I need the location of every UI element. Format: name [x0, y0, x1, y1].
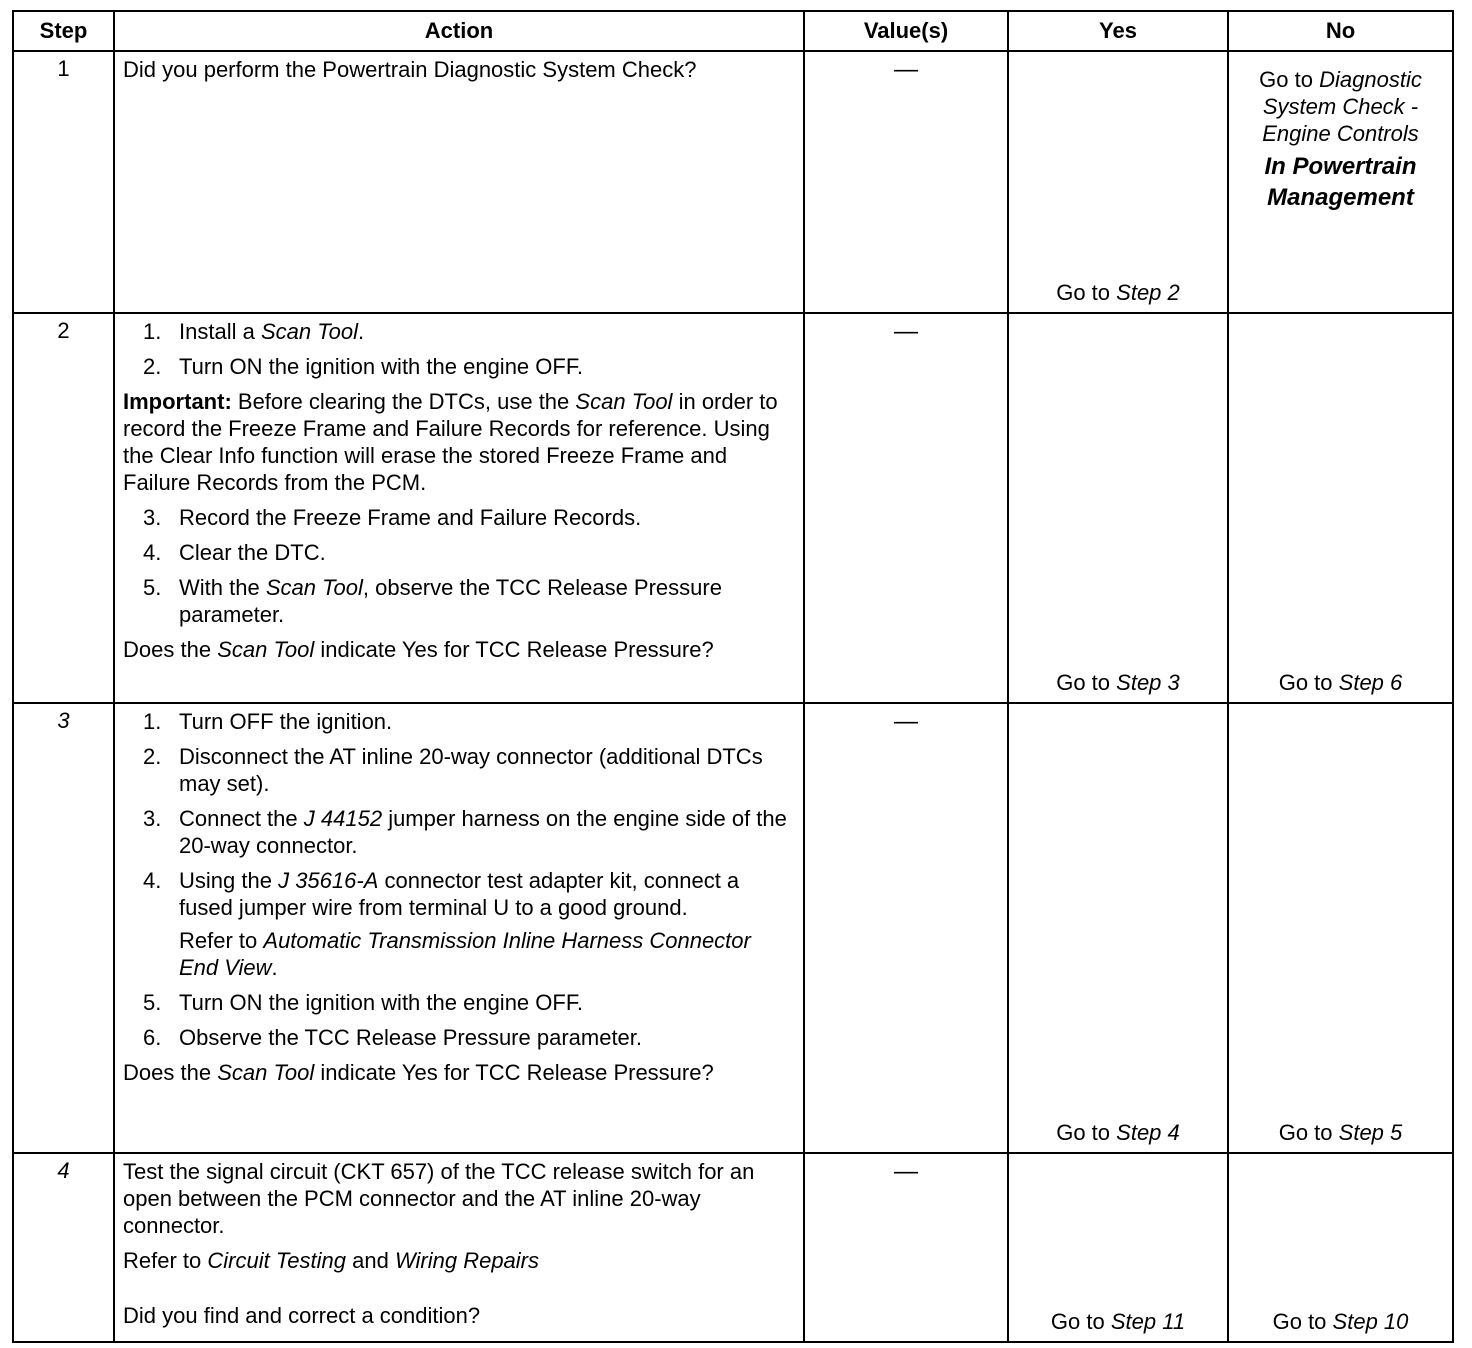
list-item: 1. Install a Scan Tool. — [143, 319, 365, 344]
yes-goto: Go to Step 3 — [1056, 670, 1180, 695]
no-goto: Go to Step 5 — [1278, 1120, 1403, 1145]
yes-cell — [1008, 313, 1228, 703]
action-cell — [114, 1153, 804, 1342]
no-goto: Go to Diagnostic System Check - Engine Controls In Powertrain Management — [1237, 56, 1444, 213]
list-item: 4. Clear the DTC. — [143, 540, 326, 565]
step-number: 4 — [13, 1153, 114, 1342]
step-link[interactable]: Step 3 — [1116, 670, 1180, 695]
diagnostic-check-link[interactable]: Diagnostic System Check - Engine Controls — [1262, 67, 1422, 146]
refer-link[interactable]: Circuit Testing — [207, 1248, 346, 1273]
list-item: 3. Connect the J 44152 jumper harness on the engine side of the 20-way connector. — [143, 806, 787, 858]
yes-goto: Go to Step 4 — [1056, 1120, 1180, 1145]
header-action: Action — [114, 11, 804, 51]
action-cell — [114, 313, 804, 703]
no-cell — [1228, 703, 1453, 1153]
step-link[interactable]: Step 4 — [1116, 1120, 1180, 1145]
list-item: 5. With the Scan Tool, observe the TCC Release Pressure parameter. — [143, 575, 722, 627]
list-item: 5. Turn ON the ignition with the engine OFF. — [143, 990, 583, 1015]
no-goto: Go to Step 10 — [1272, 1309, 1409, 1334]
list-item: 3. Record the Freeze Frame and Failure Records. — [143, 505, 642, 530]
yes-goto: Go to Step 11 — [1050, 1309, 1186, 1334]
no-cell — [1228, 313, 1453, 703]
yes-cell — [1008, 703, 1228, 1153]
step-number: 3 — [13, 703, 114, 1153]
no-cell — [1228, 51, 1453, 313]
step-number: 2 — [13, 313, 114, 703]
action-cell — [114, 703, 804, 1153]
refer-link[interactable]: Automatic Transmission Inline Harness Connector End View — [179, 928, 751, 980]
step-link[interactable]: Step 11 — [1110, 1309, 1186, 1334]
yes-cell — [1008, 1153, 1228, 1342]
value-cell: — — [804, 703, 1008, 1153]
table-row — [13, 1153, 1453, 1342]
value-cell: — — [804, 1153, 1008, 1342]
important-note: Important: Before clearing the DTCs, use the Scan Tool in order to record the Freeze Frame and Failure Records for reference. Using the Clear Info function will erase the stored Freeze Frame and Failure Records from the PCM. — [123, 389, 778, 495]
step-link[interactable]: Step 6 — [1338, 670, 1403, 695]
powertrain-management-note: In Powertrain Management — [1264, 153, 1417, 211]
list-item: 2. Turn ON the ignition with the engine OFF. — [143, 354, 583, 379]
action-question: Does the Scan Tool indicate Yes for TCC Release Pressure? — [123, 637, 714, 662]
step-link[interactable]: Step 5 — [1338, 1120, 1403, 1145]
table-row — [13, 51, 1453, 313]
table-row — [13, 313, 1453, 703]
yes-goto: Go to Step 2 — [1056, 280, 1180, 305]
step-number: 1 — [13, 51, 114, 313]
no-cell — [1228, 1153, 1453, 1342]
diagnostic-table — [12, 10, 1454, 1343]
table-row — [13, 703, 1453, 1153]
refer-note: Refer to Circuit Testing and Wiring Repairs — [123, 1248, 540, 1273]
step-link[interactable]: Step 10 — [1332, 1309, 1409, 1334]
action-question: Did you perform the Powertrain Diagnostic System Check? — [123, 57, 697, 82]
list-item: 1. Turn OFF the ignition. — [143, 709, 393, 734]
no-goto: Go to Step 6 — [1278, 670, 1403, 695]
header-yes: Yes — [1008, 11, 1228, 51]
list-item: 4. Using the J 35616-A connector test adapter kit, connect a fused jumper wire from terminal U to a good ground. — [143, 868, 740, 920]
header-step: Step — [13, 11, 114, 51]
value-cell: — — [804, 51, 1008, 313]
yes-cell — [1008, 51, 1228, 313]
header-no: No — [1228, 11, 1453, 51]
refer-link[interactable]: Wiring Repairs — [394, 1248, 540, 1273]
header-values: Value(s) — [804, 11, 1008, 51]
action-question: Does the Scan Tool indicate Yes for TCC Release Pressure? — [123, 1060, 714, 1085]
header-row — [13, 11, 1453, 51]
list-item: 2. Disconnect the AT inline 20-way connector (additional DTCs may set). — [143, 744, 763, 796]
step-link[interactable]: Step 2 — [1116, 280, 1180, 305]
list-item: 6. Observe the TCC Release Pressure parameter. — [143, 1025, 643, 1050]
action-question: Did you find and correct a condition? — [123, 1303, 481, 1328]
action-text: Test the signal circuit (CKT 657) of the TCC release switch for an open between the PCM connector and the AT inline 20-way connector. — [123, 1159, 755, 1238]
action-cell — [114, 51, 804, 313]
refer-note: Refer to Automatic Transmission Inline Harness Connector End View. — [179, 928, 751, 980]
value-cell: — — [804, 313, 1008, 703]
